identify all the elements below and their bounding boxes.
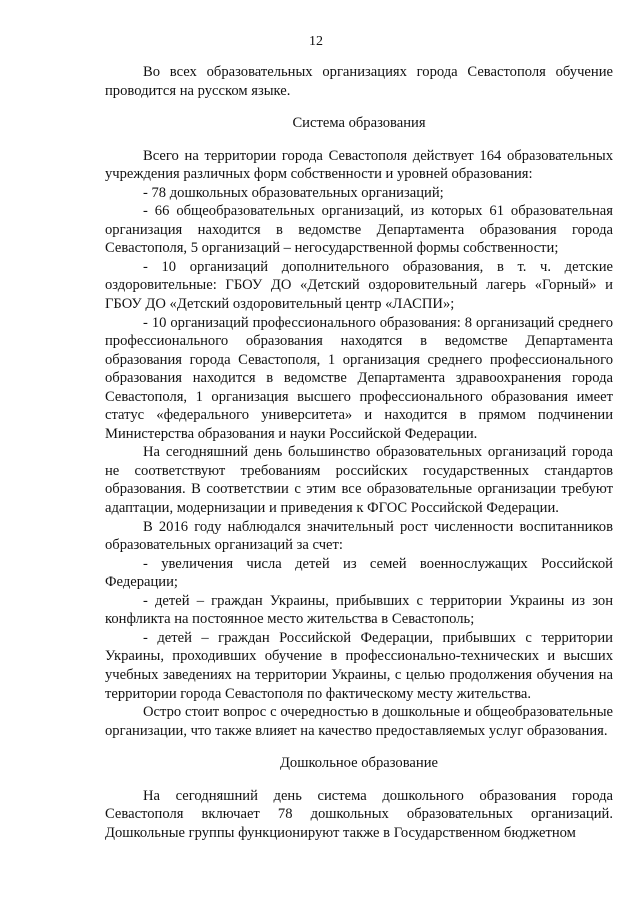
- paragraph-total-institutions: Всего на территории города Севастополя действует 164 образовательных учреждения различных форм собственности и уровней образования:: [105, 147, 613, 183]
- paragraph-language: Во всех образовательных организациях города Севастополя обучение проводится на русском языке.: [105, 64, 613, 99]
- page-number: 12: [309, 34, 323, 49]
- list-item-ukraine-citizens: - детей – граждан Украины, прибывших с территории Украины из зон конфликта на постоянное место жительства в Севастополь;: [105, 592, 613, 628]
- list-item-general-education: - 66 общеобразовательных организаций, из которых 61 образовательная организация находится в ведомстве Департамента образования города Севастополя, 5 организаций – негосударственной формы собственности;: [105, 203, 613, 257]
- document-body: [105, 63, 613, 842]
- list-item-professional-education: - 10 организаций профессионального образования: 8 организаций среднего профессионального образования находятся в ведомстве Департамента образования города Севастополя, 1 организация среднего профессионального образования находится в ведомстве Департамента здравоохранения города Севастополя, 1 организация высшего профессионального образования имеет статус «федерального университета» и находится в прямом подчинении Министерства образования и науки Российской Федерации.: [105, 314, 613, 442]
- paragraph-standards: На сегодняшний день большинство образовательных организаций города не соответствуют требованиям российских государственных стандартов образования. В соответствии с этим все образовательные организации требуют адаптации, модернизации и приведения к ФГОС Российской Федерации.: [105, 444, 613, 517]
- section-heading-preschool: Дошкольное образование: [279, 755, 439, 772]
- paragraph-queue-issue: Остро стоит вопрос с очередностью в дошкольные и общеобразовательные организации, что также влияет на качество предоставляемых услуг образования.: [105, 704, 613, 739]
- paragraph-preschool-system: На сегодняшний день система дошкольного образования города Севастополя включает 78 дошкольных образовательных организаций. Дошкольные группы функционируют также в Государственном бюджетном: [105, 787, 613, 841]
- section-spacer: [105, 773, 613, 787]
- list-item-additional-education: - 10 организаций дополнительного образования, в т. ч. детские оздоровительные: ГБОУ ДО «Детский оздоровительный лагерь «Горный» и ГБОУ ДО «Детский оздоровительный центр «ЛАСПИ»;: [105, 258, 613, 313]
- section-heading-education-system: Система образования: [292, 115, 426, 132]
- section-spacer: [105, 100, 613, 114]
- list-item-military-families: - увеличения числа детей из семей военнослужащих Российской Федерации;: [105, 555, 613, 591]
- section-spacer: [105, 133, 613, 147]
- list-item-russian-citizens: - детей – граждан Российской Федерации, прибывших с территории Украины, проходивших обучение в профессионально-технических и высших учебных заведениях на территории Украины, с целью продолжения обучения на территории города Севастополя по фактическому месту жительства.: [105, 629, 613, 702]
- section-spacer: [105, 740, 613, 754]
- paragraph-growth-2016: В 2016 году наблюдался значительный рост численности воспитанников образовательных организаций за счет:: [105, 518, 613, 554]
- list-item-preschool: - 78 дошкольных образовательных организаций;: [143, 184, 444, 201]
